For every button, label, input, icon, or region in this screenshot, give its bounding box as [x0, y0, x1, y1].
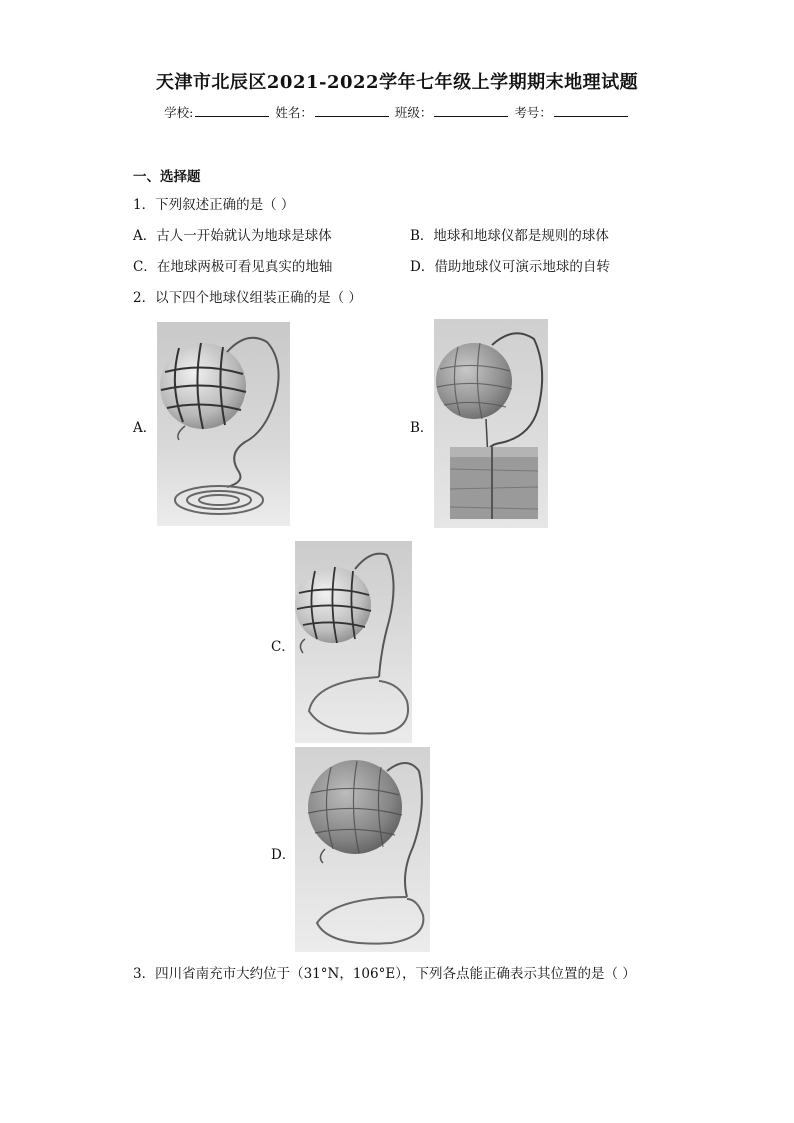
section-heading: 一、选择题	[133, 169, 201, 185]
class-label: 班级：	[394, 105, 433, 120]
question-2-label-b[interactable]: B．	[410, 420, 434, 436]
globe-photo-a	[157, 322, 290, 526]
id-label: 考号：	[514, 105, 552, 120]
page-title: 天津市北辰区2021-2022学年七年级上学期期末地理试题	[155, 72, 639, 93]
globe-photo-b	[434, 319, 548, 528]
question-1-option-c[interactable]: C．在地球两极可看见真实的地轴	[133, 259, 333, 275]
class-blank[interactable]	[434, 104, 508, 117]
question-1-option-b[interactable]: B．地球和地球仪都是规则的球体	[410, 228, 609, 244]
school-blank[interactable]	[195, 104, 269, 117]
name-label: 姓名：	[275, 105, 313, 120]
globe-photo-d	[295, 747, 430, 952]
question-1-option-a[interactable]: A．古人一开始就认为地球是球体	[133, 228, 332, 244]
globe-photo-c	[295, 541, 412, 743]
student-info-line	[0, 103, 794, 121]
school-label: 学校:	[164, 105, 194, 120]
question-2-label-a[interactable]: A．	[133, 420, 157, 436]
question-1-option-d[interactable]: D．借助地球仪可演示地球的自转	[410, 259, 610, 275]
name-blank[interactable]	[315, 104, 389, 117]
question-2-label-c[interactable]: C．	[271, 639, 295, 655]
question-2-stem: 2．以下四个地球仪组装正确的是（ ）	[133, 290, 362, 306]
question-1-stem: 1．下列叙述正确的是（ ）	[133, 197, 295, 213]
question-2-label-d[interactable]: D．	[271, 847, 296, 863]
id-blank[interactable]	[554, 104, 628, 117]
question-3-stem: 3．四川省南充市大约位于（31°N，106°E），下列各点能正确表示其位置的是（ ）	[133, 966, 636, 982]
